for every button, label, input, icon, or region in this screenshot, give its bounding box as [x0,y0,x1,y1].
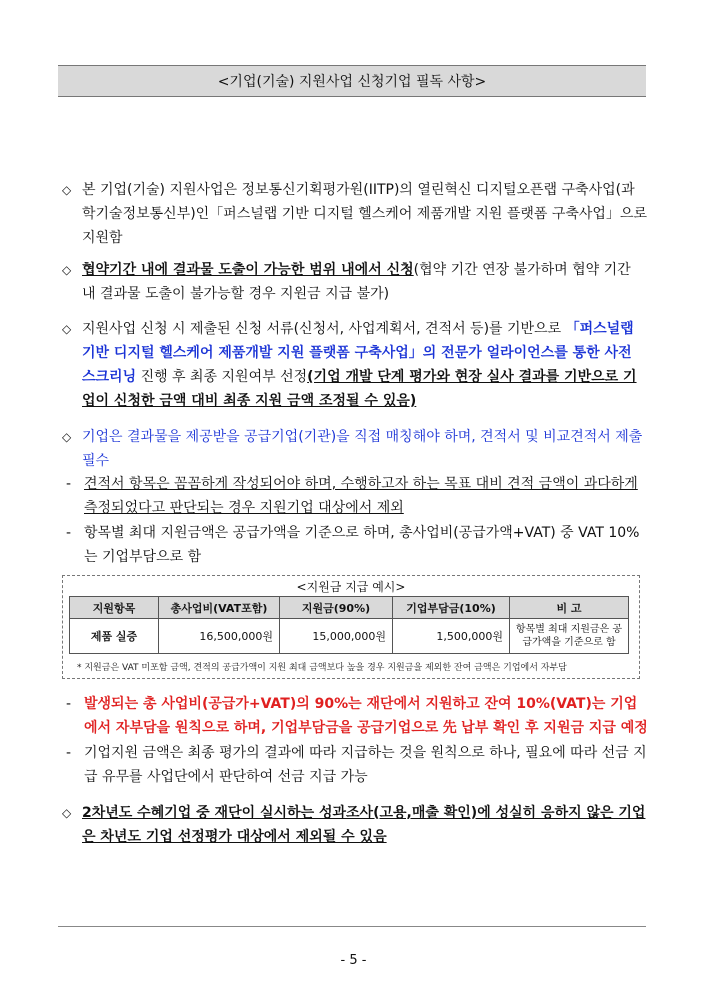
cell-total: 16,500,000원 [159,619,280,654]
dash-marker: - [66,525,72,541]
page-number: - 5 - [340,953,367,968]
diamond-bullet-icon: ◇ [62,183,72,197]
footer-divider [58,926,646,927]
dash-marker: - [66,745,72,761]
example-table [69,596,629,654]
notice-text-3b: 진행 후 최종 지원여부 선정 [140,369,308,385]
table-row [70,619,629,654]
notice-item-5 [62,801,648,849]
sub-text-2: 항목별 최대 지원금액은 공급가액을 기준으로 하며, 총사업비(공급가액+VAT) 중 VAT 10%는 기업부담으로 함 [84,525,640,565]
example-title: <지원금 지급 예시> [296,580,406,594]
col-header-total: 총사업비(VAT포함) [159,597,280,619]
cell-support: 15,000,000원 [280,619,393,654]
cell-remark: 항목별 최대 지원금은 공급가액을 기준으로 함 [510,619,629,654]
example-header-row [70,597,629,619]
sub-highlight-3: 발생되는 총 사업비(공급가+VAT)의 90%는 재단에서 지원하고 잔여 10%(VAT)는 기업에서 자부담을 원칙으로 하며, 기업부담금을 공급기업으로 [84,696,638,736]
diamond-bullet-icon: ◇ [62,263,72,277]
sub-text-1: 견적서 항목은 꼼꼼하게 작성되어야 하며, 수행하고자 하는 목표 대비 견적 금액이 과다하게 측정되었다고 판단되는 경우 지원기업 대상에서 제외 [84,476,638,516]
notice-text-5: 2차년도 수혜기업 중 재단이 실시하는 성과조사(고용,매출 확인)에 성실히 응하지 않은 기업은 차년도 기업 선정평가 대상에서 제외될 수 있음 [82,805,646,845]
notice-highlight-3: 「퍼스널랩 기반 디지털 헬스케어 제품개발 지원 플랫폼 구축사업」의 전문가 얼라이언스를 통한 사전 스크리닝 [82,321,634,385]
sub-text-4: 기업지원 금액은 최종 평가의 결과에 따라 지급하는 것을 원칙으로 하나, 필요에 따라 선금 지급 유무를 사업단에서 판단하여 선금 지급 가능 [84,745,647,785]
example-box [62,575,640,679]
notice-item-1 [62,178,648,250]
cell-burden: 1,500,000원 [393,619,510,654]
notice-item-2 [62,258,648,306]
notice-text-2: (협약 기간 연장 불가하며 협약 기간 내 결과물 도출이 불가능할 경우 지원금 지급 불가) [82,262,631,302]
diamond-bullet-icon: ◇ [62,322,72,336]
example-note: * 지원금은 VAT 미포함 금액, 견적의 공급가액이 지원 최대 금액보다 높을 경우 지원금을 제외한 잔여 금액은 기업에서 자부담 [77,663,567,673]
diamond-bullet-icon: ◇ [62,806,72,820]
notice-text-4: 기업은 결과물을 제공받을 공급기업(기관)을 직접 매칭해야 하며, 견적서 및 비교견적서 제출 필수 [82,429,643,469]
notice-text-1: 본 기업(기술) 지원사업은 정보통신기획평가원(IITP)의 열린혁신 디지털오픈랩 구축사업(과학기술정보통신부)인「퍼스널랩 기반 디지털 헬스케어 제품개발 지원 플랫폼 구축사업」으로 지원함 [82,182,647,246]
sub-highlight-3-end: 납부 확인 후 지원금 지급 예정 [461,720,648,736]
col-header-remark: 비 고 [510,597,629,619]
col-header-item: 지원항목 [70,597,159,619]
notice-text-3a: 지원사업 신청 시 제출된 신청 서류(신청서, 사업계획서, 견적서 등)를 기반으로 [82,321,562,337]
notice-emphasis-2: 협약기간 내에 결과물 도출이 가능한 범위 내에서 신청 [82,262,414,278]
sub-item-4 [66,741,648,789]
diamond-bullet-icon: ◇ [62,430,72,444]
dash-marker: - [66,696,72,712]
sub-item-3 [66,692,648,740]
cell-item: 제품 실증 [70,619,159,654]
col-header-burden: 기업부담금(10%) [393,597,510,619]
dash-marker: - [66,476,72,492]
notice-item-4 [62,425,648,473]
page-title [58,65,646,97]
notice-emphasis-3: (기업 개발 단계 평가와 현장 실사 결과를 기반으로 기업이 신청한 금액 대비 최종 지원 금액 조정될 수 있음) [82,369,637,409]
col-header-support: 지원금(90%) [280,597,393,619]
notice-item-3 [62,317,648,413]
sub-item-1 [66,472,648,520]
sub-item-2 [66,521,648,569]
sub-highlight-3-first: 先 [442,720,457,736]
page-title-text: <기업(기술) 지원사업 신청기업 필독 사항> [217,74,487,90]
